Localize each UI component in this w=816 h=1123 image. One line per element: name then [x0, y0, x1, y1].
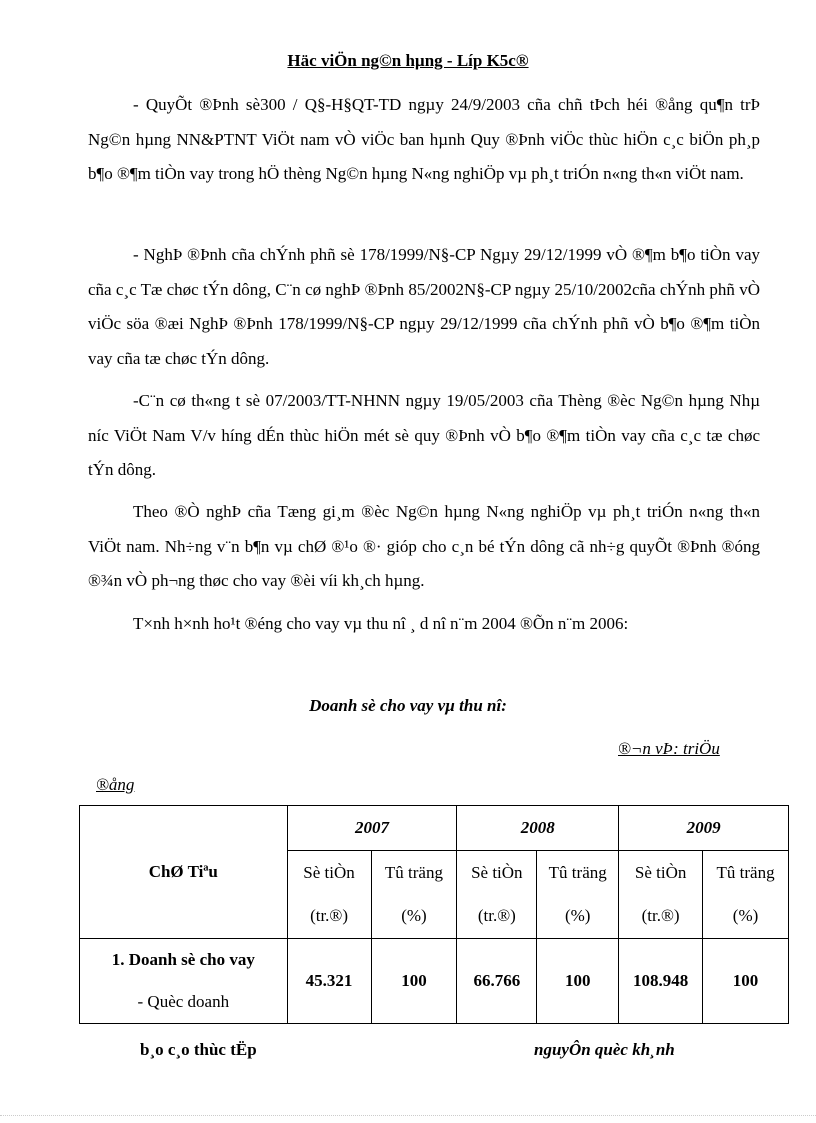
- table-row: [80, 938, 789, 1023]
- cell-2009-ratio: 100: [703, 938, 789, 1023]
- table-header-row-years: [80, 806, 789, 851]
- unit-label-continued: ®ång: [96, 775, 135, 794]
- row-label: [80, 938, 288, 1023]
- paragraph-2: - NghÞ ®Þnh cña chÝnh phñ sè 178/1999/N§-CP Ngµy 29/12/1999 vÒ ®¶m b¶o tiÒn vay cña c¸c Tæ chøc tÝn dông, C¨n cø nghÞ ®Þnh 85/2002N§-CP ngµy 25/10/2002cña chÝnh phñ vÒ viÖc söa ®æi NghÞ ®Þnh 178/1999/N§-CP ngµy 29/12/1999 cña chÝnh phñ vÒ b¶o ®¶m tiÒn vay cña tæ chøc tÝn dông.: [88, 245, 760, 368]
- paragraph-3: -C¨n cø th«ng t sè 07/2003/TT-NHNN ngµy 19/05/2003 cña Thèng ®èc Ng©n hµng Nhµ níc ViÖt Nam V/v híng dÉn thùc hiÖn mét sè quy ®Þnh vÒ b¶o ®¶m tiÒn vay cña c¸c tæ chøc tÝn dông.: [88, 391, 760, 479]
- cell-2008-ratio: 100: [537, 938, 619, 1023]
- row-label-sub: - Quèc doanh: [137, 991, 230, 1011]
- unit-label: ®¬n vÞ: triÖu: [618, 739, 720, 758]
- sub-header-amount: Sè tiÒn (tr.®): [287, 851, 371, 938]
- page-bottom-rule: [0, 1115, 816, 1116]
- criteria-header: ChØ Tiªu: [80, 806, 288, 939]
- cell-2007-amount: 45.321: [287, 938, 371, 1023]
- footer-author-name: nguyÔn quèc kh¸nh: [534, 1040, 675, 1059]
- sub-header-amount: Sè tiÒn (tr.®): [619, 851, 703, 938]
- cell-2008-amount: 66.766: [457, 938, 537, 1023]
- year-header-2007: 2007: [287, 806, 457, 851]
- row-label-main: 1. Doanh sè cho vay: [111, 949, 255, 969]
- paragraph-1: - QuyÕt ®Þnh sè300 / Q§-H§QT-TD ngµy 24/9/2003 cña chñ tÞch héi ®ång qu¶n trÞ Ng©n hµng NN&PTNT ViÖt nam vÒ viÖc ban hµnh Quy ®Þnh viÖc thùc hiÖn c¸c biÖn ph¸p b¶o ®¶m tiÒn vay trong hÖ thèng Ng©n hµng N«ng nghiÖp vµ ph¸t triÓn n«ng th«n viÖt nam.: [88, 95, 760, 183]
- loan-table: [79, 805, 789, 1024]
- sub-header-ratio: Tû träng (%): [537, 851, 619, 938]
- table-title: Doanh sè cho vay vµ thu nî:: [309, 696, 507, 715]
- page-header: Häc viÖn ng©n hµng - Líp K5c®: [287, 51, 529, 70]
- cell-2009-amount: 108.948: [619, 938, 703, 1023]
- sub-header-amount: Sè tiÒn (tr.®): [457, 851, 537, 938]
- cell-2007-ratio: 100: [371, 938, 457, 1023]
- year-header-2009: 2009: [619, 806, 789, 851]
- paragraph-5: T×nh h×nh ho¹t ®éng cho vay vµ thu nî ¸ d nî n¨m 2004 ®Õn n¨m 2006:: [133, 614, 629, 633]
- sub-header-ratio: Tû träng (%): [371, 851, 457, 938]
- footer-report-label: b¸o c¸o thùc tËp: [140, 1040, 257, 1059]
- paragraph-4: Theo ®Ò nghÞ cña Tæng gi¸m ®èc Ng©n hµng N«ng nghiÖp vµ ph¸t triÓn n«ng th«n ViÖt nam. Nh÷ng v¨n b¶n vµ chØ ®¹o ®· gióp cho c¸n bé tÝn dông cã nh÷g quyÕt ®Þnh ®óng ®¾n vÒ ph¬ng thøc cho vay ®èi víi kh¸ch hµng.: [88, 502, 760, 590]
- year-header-2008: 2008: [457, 806, 619, 851]
- sub-header-ratio: Tû träng (%): [703, 851, 789, 938]
